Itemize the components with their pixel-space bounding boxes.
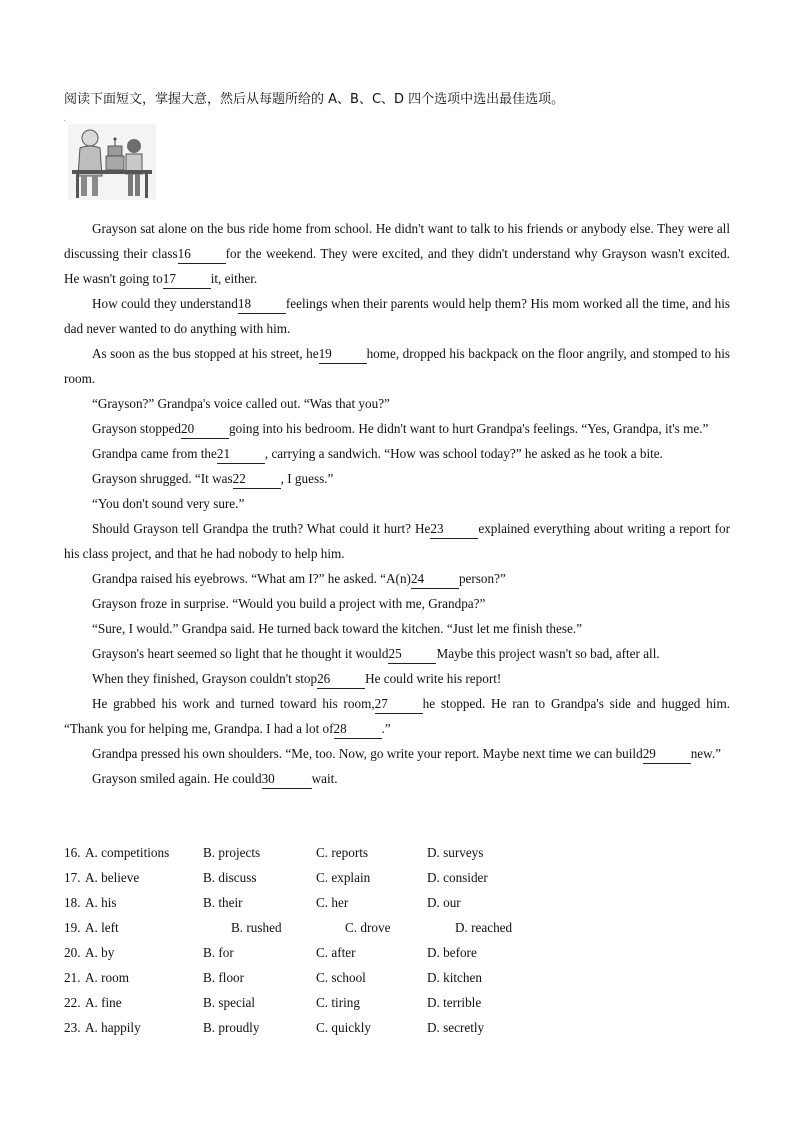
blank-28: 28	[334, 720, 382, 739]
passage-text: Grandpa came from the	[92, 446, 217, 461]
question-number: 18.	[64, 895, 81, 910]
passage-text: As soon as the bus stopped at his street, he	[92, 346, 319, 361]
passage-text: When they finished, Grayson couldn't stop	[92, 671, 318, 686]
passage-paragraph	[64, 641, 730, 666]
passage-paragraph	[64, 616, 730, 641]
option-d: D. our	[427, 895, 461, 910]
instruction-text: 阅读下面短文，掌握大意，然后从每题所给的 A、B、C、D 四个选项中选出最佳选项。	[64, 92, 565, 107]
blank-26: 26	[317, 670, 365, 689]
option-b: B. discuss	[203, 870, 257, 885]
blank-21: 21	[217, 445, 265, 464]
question-number: 20.	[64, 945, 81, 960]
option-a: A. fine	[85, 995, 122, 1010]
passage-text: home, dropped his backpack on the floor angrily, and stomped to his room.	[64, 346, 730, 386]
option-c: C. tiring	[316, 995, 360, 1010]
option-b: B. projects	[203, 845, 261, 860]
blank-23: 23	[430, 520, 478, 539]
passage-text: “You don't sound very sure.”	[92, 496, 245, 511]
option-row	[64, 915, 730, 940]
option-a: A. his	[85, 895, 117, 910]
passage-text: .”	[381, 721, 391, 736]
passage-paragraph	[64, 216, 730, 291]
option-b: B. proudly	[203, 1020, 260, 1035]
passage-text: He could write his report!	[365, 671, 502, 686]
passage-text: He grabbed his work and turned toward his room,	[92, 696, 375, 711]
option-row	[64, 840, 730, 865]
passage-text: for the weekend. They were excited, and they didn't understand why Grayson wasn't excited. He wasn't going to	[64, 246, 730, 286]
passage-paragraph	[64, 341, 730, 391]
option-c: C. school	[316, 970, 366, 985]
passage-paragraph	[64, 691, 730, 741]
answer-options	[64, 840, 730, 1040]
option-a: A. happily	[85, 1020, 141, 1035]
passage-paragraph	[64, 391, 730, 416]
passage-text: wait.	[311, 771, 338, 786]
question-number: 21.	[64, 970, 81, 985]
option-c: C. drove	[345, 920, 391, 935]
option-row	[64, 865, 730, 890]
option-b: B. floor	[203, 970, 245, 985]
option-d: D. terrible	[427, 995, 482, 1010]
blank-24: 24	[411, 570, 459, 589]
option-d: D. reached	[455, 920, 513, 935]
question-number: 19.	[64, 920, 81, 935]
option-a: A. room	[85, 970, 129, 985]
passage-text: Maybe this project wasn't so bad, after all.	[436, 646, 660, 661]
option-c: C. reports	[316, 845, 369, 860]
blank-20: 20	[181, 420, 229, 439]
option-a: A. believe	[85, 870, 140, 885]
blank-22: 22	[233, 470, 281, 489]
option-c: C. quickly	[316, 1020, 371, 1035]
passage-paragraph	[64, 591, 730, 616]
option-c: C. her	[316, 895, 349, 910]
passage-text: “Grayson?” Grandpa's voice called out. “Was that you?”	[92, 396, 390, 411]
passage-paragraph	[64, 516, 730, 566]
passage-paragraph	[64, 766, 730, 791]
question-number: 23.	[64, 1020, 81, 1035]
option-row	[64, 990, 730, 1015]
option-d: D. secretly	[427, 1020, 485, 1035]
passage-text: Grayson shrugged. “It was	[92, 471, 233, 486]
option-b: B. rushed	[231, 920, 282, 935]
blank-29: 29	[643, 745, 691, 764]
option-row	[64, 890, 730, 915]
passage-paragraph	[64, 666, 730, 691]
passage-text: Grayson froze in surprise. “Would you build a project with me, Grandpa?”	[92, 596, 486, 611]
option-b: B. their	[203, 895, 243, 910]
option-c: C. explain	[316, 870, 371, 885]
option-row	[64, 940, 730, 965]
image-mark: • ..	[64, 118, 69, 123]
blank-16: 16	[178, 245, 226, 264]
option-a: A. left	[85, 920, 119, 935]
option-a: A. competitions	[85, 845, 170, 860]
passage-text: it, either.	[210, 271, 258, 286]
option-b: B. special	[203, 995, 256, 1010]
option-row	[64, 1015, 730, 1040]
passage-text: Grayson smiled again. He could	[92, 771, 262, 786]
passage-text: Grandpa raised his eyebrows. “What am I?” he asked. “A(n)	[92, 571, 411, 586]
option-a: A. by	[85, 945, 115, 960]
passage-text: Should Grayson tell Grandpa the truth? What could it hurt? He	[92, 521, 431, 536]
passage-paragraph	[64, 566, 730, 591]
passage-paragraph	[64, 416, 730, 441]
passage-text: “Sure, I would.” Grandpa said. He turned back toward the kitchen. “Just let me finish these.”	[92, 621, 582, 636]
passage-text: Grayson stopped	[92, 421, 182, 436]
passage-text: Grayson sat alone on the bus ride home from school. He didn't want to talk to his friends or anybody else. They were all discussing their class	[64, 221, 730, 261]
passage-text: person?”	[458, 571, 506, 586]
grandpa-and-boy-building-robot-illustration	[68, 124, 156, 200]
passage-paragraph	[64, 491, 730, 516]
option-d: D. surveys	[427, 845, 484, 860]
passage-paragraph	[64, 291, 730, 341]
passage-paragraph	[64, 741, 730, 766]
passage-text: , carrying a sandwich. “How was school today?” he asked as he took a bite.	[264, 446, 663, 461]
option-d: D. before	[427, 945, 477, 960]
passage-text: explained everything about writing a report for his class project, and that he had nobody to help him.	[64, 521, 730, 561]
passage-paragraph	[64, 441, 730, 466]
passage-text: How could they understand	[92, 296, 238, 311]
passage-text: he stopped. He ran to Grandpa's side and hugged him. “Thank you for helping me, Grandpa. I had a lot of	[64, 696, 730, 736]
blank-30: 30	[262, 770, 312, 789]
option-d: D. consider	[427, 870, 488, 885]
blank-19: 19	[319, 345, 367, 364]
question-number: 17.	[64, 870, 81, 885]
passage-text: , I guess.”	[280, 471, 334, 486]
passage-text: Grayson's heart seemed so light that he thought it would	[92, 646, 389, 661]
option-d: D. kitchen	[427, 970, 482, 985]
passage-text: feelings when their parents would help them? His mom worked all the time, and his dad never wanted to do anything with him.	[64, 296, 731, 336]
passage-text: Grandpa pressed his own shoulders. “Me, too. Now, go write your report. Maybe next time we can build	[92, 746, 643, 761]
option-b: B. for	[203, 945, 234, 960]
passage-text: going into his bedroom. He didn't want to hurt Grandpa's feelings. “Yes, Grandpa, it's me.”	[229, 421, 709, 436]
question-number: 16.	[64, 845, 81, 860]
blank-25: 25	[388, 645, 436, 664]
reading-passage	[64, 216, 730, 791]
option-c: C. after	[316, 945, 356, 960]
blank-27: 27	[375, 695, 423, 714]
question-number: 22.	[64, 995, 81, 1010]
blank-17: 17	[163, 270, 211, 289]
blank-18: 18	[238, 295, 286, 314]
passage-paragraph	[64, 466, 730, 491]
passage-text: new.”	[690, 746, 721, 761]
option-row	[64, 965, 730, 990]
